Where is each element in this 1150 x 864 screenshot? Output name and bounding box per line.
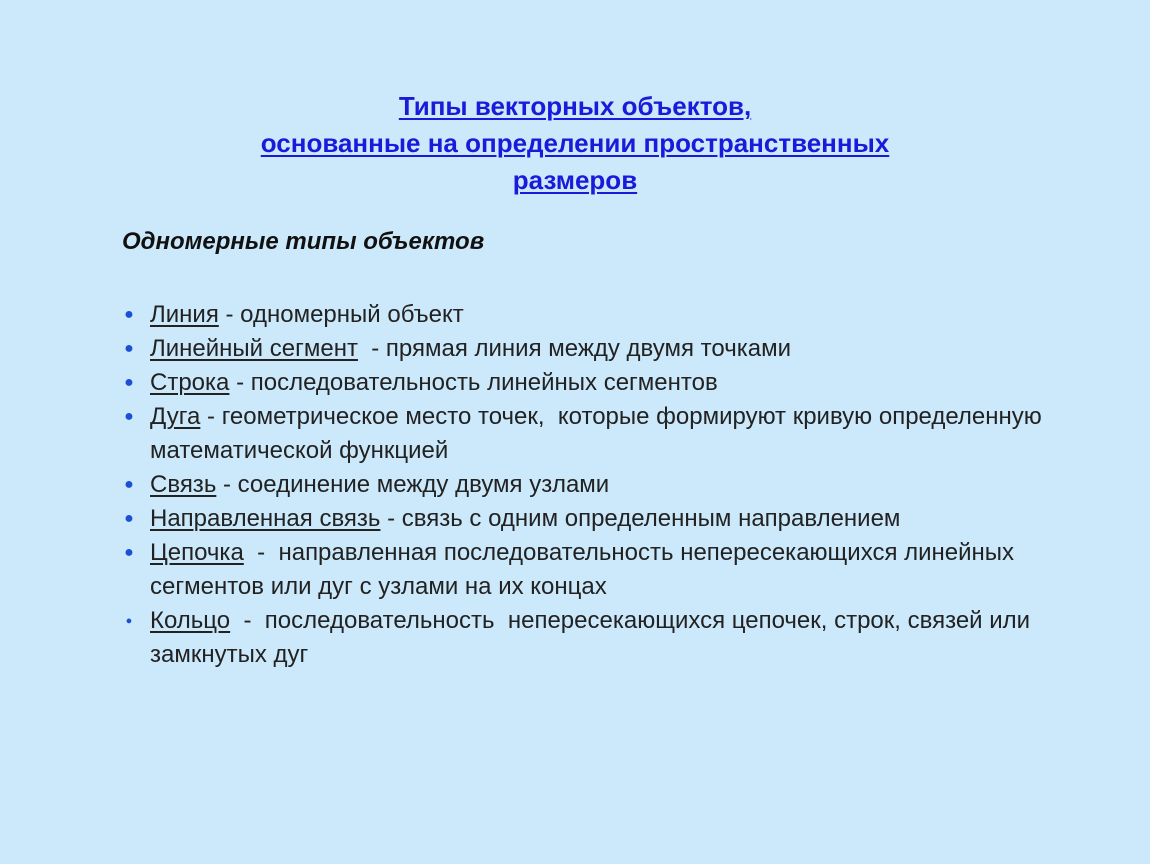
object-type-list (122, 298, 1049, 672)
item-term: Дуга (150, 403, 201, 430)
slide-title (0, 88, 1150, 199)
item-description: - одномерный объект (218, 301, 464, 328)
item-term: Строка (150, 369, 230, 396)
item-description: - соединение между двумя узлами (216, 471, 610, 498)
item-description: - прямая линия между двумя точками (357, 335, 792, 362)
bullet-icon: ● (124, 476, 134, 493)
item-description: - последовательность линейных сегментов (229, 369, 718, 396)
list-item (122, 298, 1042, 332)
bullet-icon: ● (124, 510, 134, 527)
title-line-1: Типы векторных объектов, (398, 91, 752, 121)
item-term: Направленная связь (150, 505, 381, 532)
list-item (122, 502, 1042, 536)
bullet-icon: ● (124, 374, 134, 391)
bullet-icon: ● (124, 306, 134, 323)
section-subtitle: Одномерные типы объектов (122, 228, 485, 255)
title-line-3: размеров (512, 165, 638, 195)
list-item (122, 604, 1042, 672)
item-description: - связь с одним определенным направлением (380, 505, 901, 532)
bullet-icon: ● (125, 615, 133, 627)
bullet-icon: ● (124, 544, 134, 561)
item-description: - последовательность непересекающихся цепочек, строк, связей или замкнутых дуг (150, 607, 1037, 668)
list-item (122, 536, 1042, 604)
item-term: Цепочка (150, 539, 244, 566)
item-description: - геометрическое место точек, которые формируют кривую определенную математической функцией (150, 403, 1049, 464)
bullet-icon: ● (124, 408, 134, 425)
list-item (122, 332, 1042, 366)
item-description: - направленная последовательность непересекающихся линейных сегментов или дуг с узлами на их концах (150, 539, 1021, 600)
item-term: Связь (150, 471, 217, 498)
list-item (122, 400, 1049, 468)
list-item (122, 366, 1042, 400)
title-line-2: основанные на определении пространственных (260, 128, 890, 158)
item-term: Линейный сегмент (150, 335, 358, 362)
item-term: Кольцо (150, 607, 231, 634)
list-item (122, 468, 1042, 502)
bullet-icon: ● (124, 340, 134, 357)
item-term: Линия (150, 301, 219, 328)
